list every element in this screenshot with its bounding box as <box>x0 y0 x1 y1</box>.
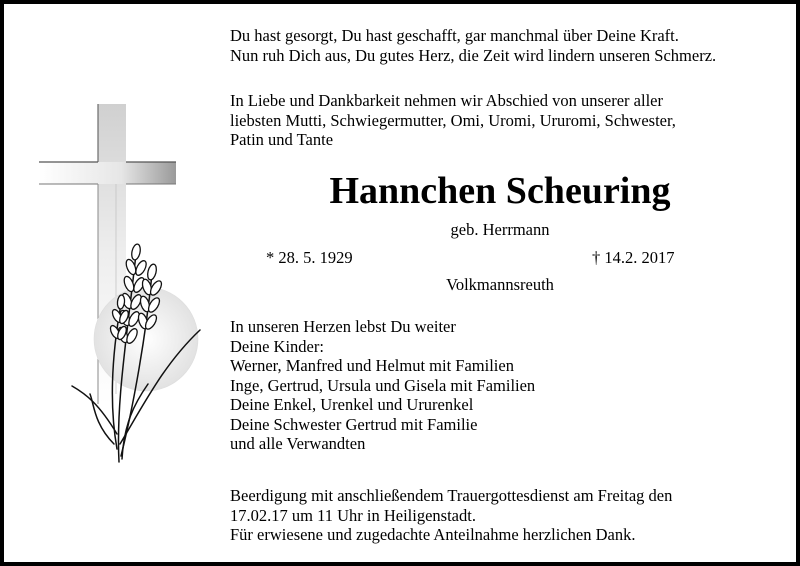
hometown: Volkmannsreuth <box>446 275 554 294</box>
mourners-line: Deine Schwester Gertrud mit Familie <box>230 414 478 434</box>
mourners-line: In unseren Herzen lebst Du weiter <box>230 317 456 336</box>
verse-line: Nun ruh Dich aus, Du gutes Herz, die Zeit wird lindern unseren Schmerz. <box>230 45 717 65</box>
death-date: † 14.2. 2017 <box>592 248 675 267</box>
birth-date: * 28. 5. 1929 <box>266 248 353 267</box>
intro-line: In Liebe und Dankbarkeit nehmen wir Abschied von unserer aller <box>230 91 663 110</box>
funeral-line: Beerdigung mit anschließendem Trauergottesdienst am Freitag den <box>230 486 673 505</box>
mourners-line: Werner, Manfred und Helmut mit Familien <box>230 356 514 375</box>
farewell-intro <box>230 91 676 150</box>
mourners-line: und alle Verwandten <box>230 434 366 453</box>
poem-verse <box>230 26 716 65</box>
mourners-list <box>230 317 535 454</box>
intro-line: liebsten Mutti, Schwiegermutter, Omi, Uromi, Ururomi, Schwester, <box>230 110 676 130</box>
cross-wheat-illustration <box>24 104 224 474</box>
mourners-line: Deine Enkel, Urenkel und Ururenkel <box>230 395 474 414</box>
deceased-name: Hannchen Scheuring <box>329 170 671 212</box>
mourners-line: Deine Kinder: <box>230 336 324 356</box>
intro-line: Patin und Tante <box>230 130 334 149</box>
funeral-line: Für erwiesene und zugedachte Anteilnahme herzlichen Dank. <box>230 525 636 544</box>
funeral-details <box>230 486 672 545</box>
maiden-name: geb. Herrmann <box>450 220 550 239</box>
mourners-line: Inge, Gertrud, Ursula und Gisela mit Familien <box>230 375 536 395</box>
verse-line: Du hast gesorgt, Du hast geschafft, gar manchmal über Deine Kraft. <box>230 26 679 45</box>
funeral-line: 17.02.17 um 11 Uhr in Heiligenstadt. <box>230 505 476 525</box>
